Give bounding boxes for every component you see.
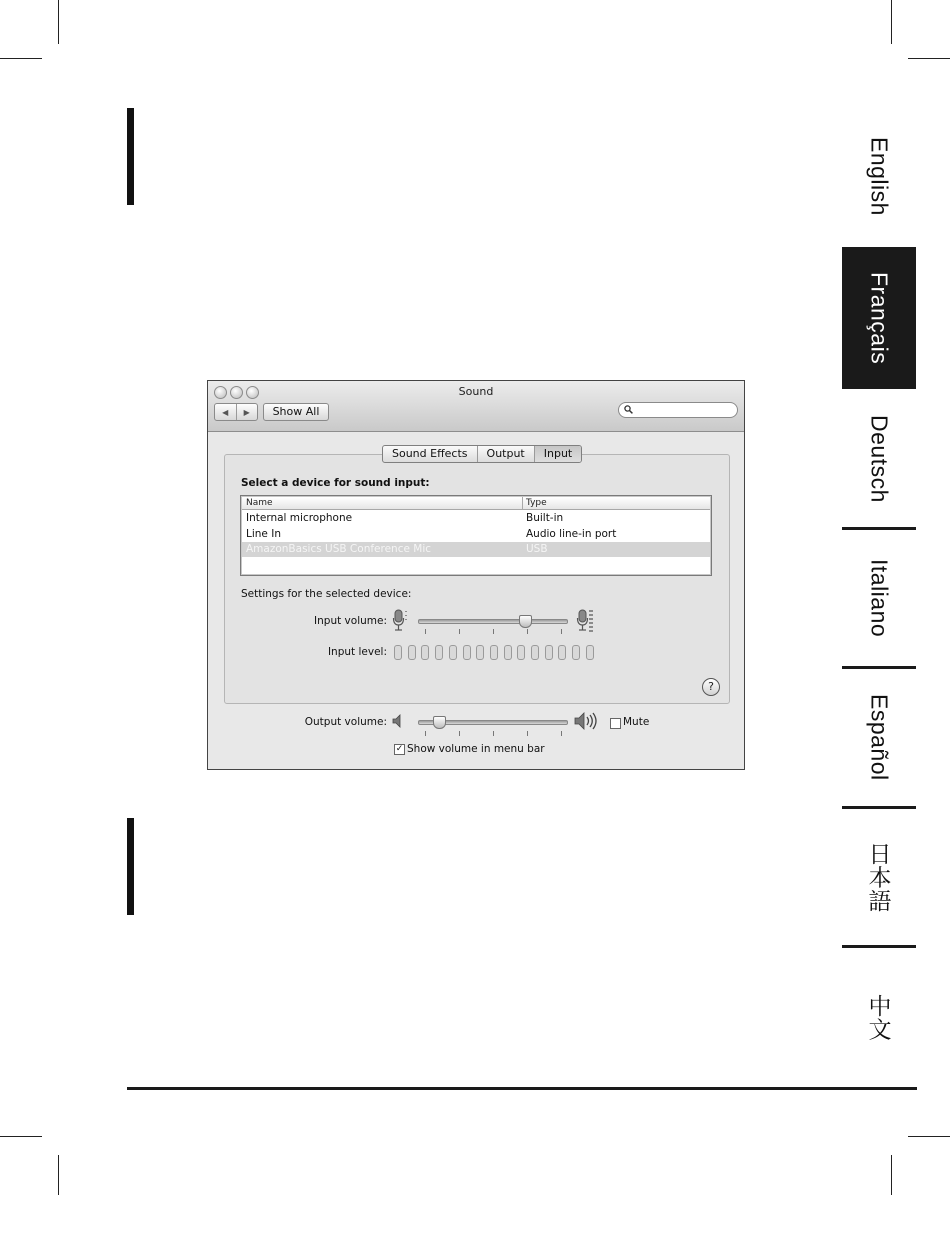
show-volume-checkbox[interactable]: ✓ (395, 744, 404, 754)
output-volume-tick (425, 731, 426, 736)
lang-separator (842, 945, 916, 948)
input-level-label: Input level: (327, 646, 387, 658)
device-type: Audio line-in port (526, 528, 617, 540)
lang-separator (842, 527, 916, 530)
crop-mark-bottom-left-v (58, 1155, 59, 1195)
section-bar-top (127, 108, 134, 205)
show-all-button[interactable]: Show All (263, 403, 329, 421)
lang-tab-english[interactable] (842, 110, 916, 242)
input-volume-label: Input volume: (314, 615, 387, 627)
input-level-segment (572, 645, 580, 660)
sound-preferences-window (207, 380, 745, 770)
table-row[interactable] (242, 527, 710, 542)
lang-separator (842, 806, 916, 809)
show-volume-label: Show volume in menu bar (407, 743, 545, 755)
table-row[interactable] (242, 511, 710, 526)
input-level-segment (490, 645, 498, 660)
lang-tab-deutsch[interactable] (842, 392, 916, 526)
speaker-low-icon (392, 714, 406, 731)
mute-label: Mute (623, 716, 650, 728)
table-header (242, 497, 710, 510)
input-level-segment (476, 645, 484, 660)
column-header-name[interactable]: Name (246, 498, 273, 508)
output-volume-tick (493, 731, 494, 736)
device-type: USB (526, 543, 548, 555)
output-volume-label: Output volume: (304, 716, 387, 728)
window-title: Sound (458, 385, 494, 398)
column-header-type[interactable]: Type (526, 498, 547, 508)
lang-tab-chinese[interactable] (842, 950, 916, 1085)
device-table[interactable] (240, 495, 712, 576)
lang-label: Français (866, 271, 893, 365)
input-level-segment (517, 645, 525, 660)
tab-input[interactable]: Input (535, 446, 581, 462)
lang-tab-italiano[interactable] (842, 531, 916, 665)
device-name: Line In (246, 528, 281, 540)
crop-mark-bottom-left-h (0, 1136, 42, 1137)
column-divider (522, 497, 523, 509)
lang-separator (842, 666, 916, 669)
device-prompt-label: Select a device for sound input: (241, 477, 430, 489)
lang-label: Italiano (866, 558, 893, 638)
back-arrow-icon[interactable]: ◀ (215, 404, 237, 420)
crop-mark-bottom-right-h (908, 1136, 950, 1137)
lang-tab-japanese[interactable] (842, 810, 916, 945)
input-level-segment (504, 645, 512, 660)
input-volume-tick (425, 629, 426, 634)
forward-arrow-icon[interactable]: ▶ (243, 407, 250, 417)
input-volume-tick (459, 629, 460, 634)
device-name: AmazonBasics USB Conference Mic (246, 543, 432, 555)
crop-mark-top-right-v (891, 0, 892, 44)
search-icon (624, 405, 633, 417)
window-toolbar (208, 381, 744, 432)
lang-tab-espanol[interactable] (842, 670, 916, 805)
table-row-selected[interactable] (242, 542, 710, 557)
settings-label: Settings for the selected device: (241, 588, 412, 600)
input-level-segment (421, 645, 429, 660)
footer-rule (127, 1087, 917, 1090)
crop-mark-bottom-right-v (891, 1155, 892, 1195)
input-level-segment (545, 645, 553, 660)
lang-label: English (866, 136, 893, 216)
lang-label: 中文 (865, 994, 892, 1041)
tab-output[interactable]: Output (478, 446, 535, 462)
lang-label: 日本語 (865, 842, 892, 913)
input-volume-slider-thumb[interactable] (519, 615, 532, 628)
input-level-segment (408, 645, 416, 660)
mic-low-icon (392, 609, 408, 636)
output-volume-tick (459, 731, 460, 736)
help-button[interactable]: ? (702, 678, 720, 696)
input-volume-tick (493, 629, 494, 634)
lang-tab-francais[interactable] (842, 247, 916, 389)
crop-mark-top-left-v (58, 0, 59, 44)
search-input[interactable] (618, 402, 738, 418)
input-level-segment (558, 645, 566, 660)
device-type: Built-in (526, 512, 564, 524)
output-volume-tick (561, 731, 562, 736)
section-bar-bottom (127, 818, 134, 915)
input-level-segment (586, 645, 594, 660)
input-volume-tick (527, 629, 528, 634)
output-volume-slider-thumb[interactable] (433, 716, 446, 729)
output-volume-tick (527, 731, 528, 736)
input-level-segment (394, 645, 402, 660)
input-level-segment (449, 645, 457, 660)
input-volume-slider-track[interactable] (418, 619, 568, 624)
tab-sound-effects[interactable]: Sound Effects (383, 446, 478, 462)
input-panel (224, 454, 730, 704)
input-level-segment (531, 645, 539, 660)
nav-buttons (214, 403, 258, 421)
crop-mark-top-left-h (0, 58, 42, 59)
lang-label: Deutsch (866, 415, 893, 503)
lang-label: Español (866, 694, 893, 781)
input-level-segment (435, 645, 443, 660)
device-name: Internal microphone (246, 512, 353, 524)
tab-bar (382, 445, 582, 463)
input-level-segment (463, 645, 471, 660)
mic-high-icon (576, 609, 594, 636)
mute-checkbox[interactable] (610, 718, 621, 729)
speaker-high-icon (574, 712, 600, 733)
crop-mark-top-right-h (908, 58, 950, 59)
input-volume-tick (561, 629, 562, 634)
